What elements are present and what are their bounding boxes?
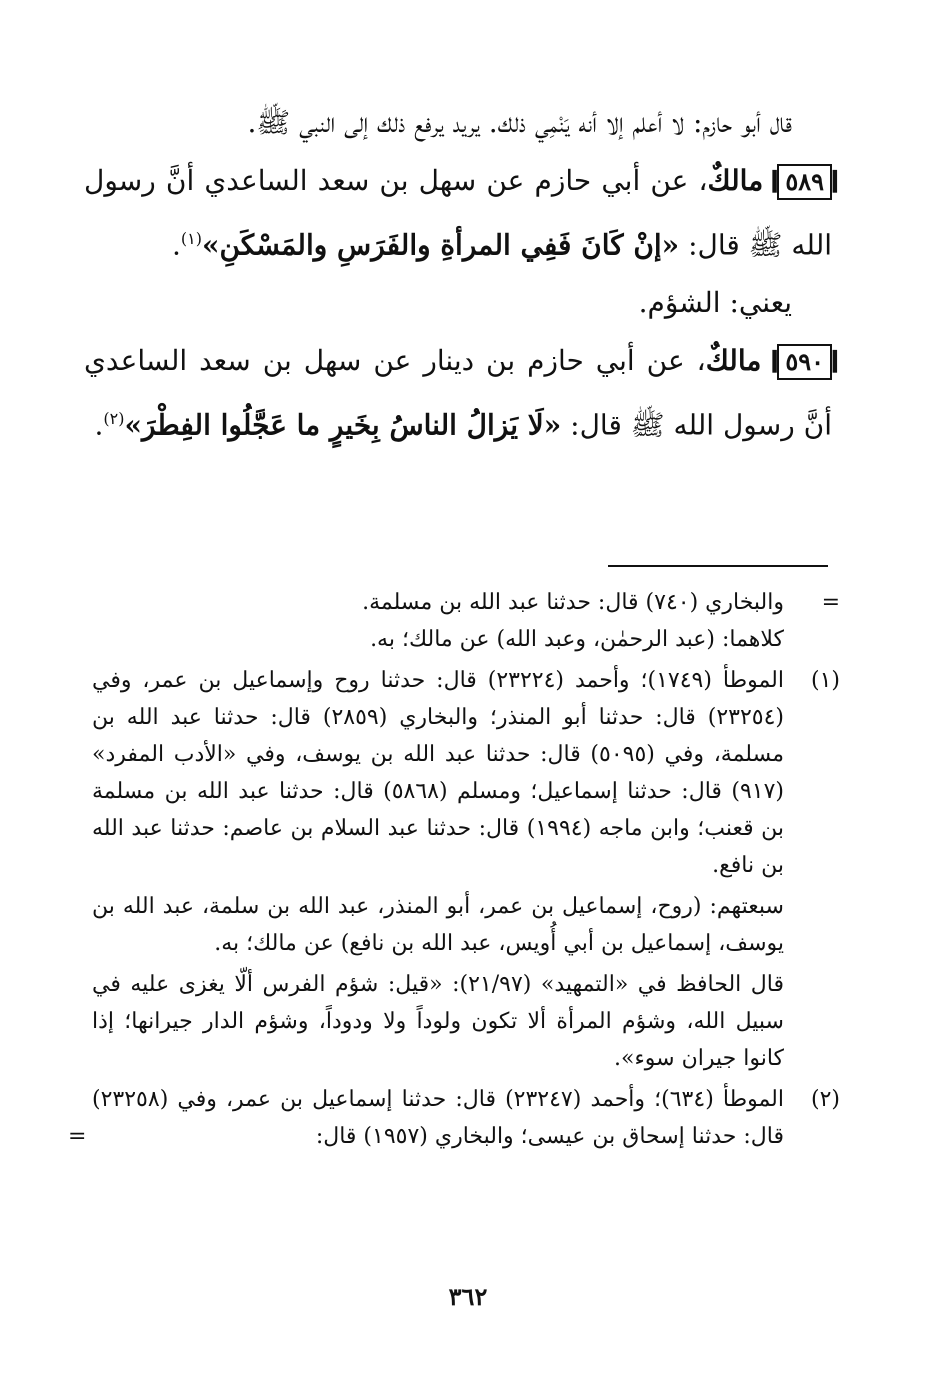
period: . [94, 408, 104, 442]
footnote-text: الموطأ (٦٣٤)؛ وأحمد (٢٣٢٤٧) قال: حدثنا إسماعيل بن عمر، وفي (٢٣٢٥٨) قال: حدثنا إسحاق بن عيسى؛ والبخاري (١٩٥٧) قال: [92, 1087, 784, 1149]
hadith-590-quote: «لَا يَزالُ الناسُ بِخَيرٍ ما عَجَّلُوا الفِطْرَ» [124, 408, 562, 442]
page-number: ٣٦٢ [448, 1282, 488, 1311]
hadith-number-590: ❙ ٥٩٠ ❙ [777, 344, 832, 380]
period: . [171, 228, 181, 262]
footnote-text: الموطأ (١٧٤٩)؛ وأحمد (٢٣٢٢٤) قال: حدثنا روح وإسماعيل بن عمر، وفي (٢٣٢٥٤) قال: حدثنا أبو المنذر؛ والبخاري (٢٨٥٩) قال: حدثنا عبد الله بن مسلمة، وفي (٥٠٩٥) قال: حدثنا عبد الله بن يوسف، وفي «الأدب المفرد» (٩١٧) قال: حدثنا إسماعيل؛ ومسلم (٥٨٦٨) قال: حدثنا عبد الله بن مسلمة بن قعنب؛ وابن ماجه (١٩٩٤) قال: حدثنا عبد السلام بن عاصم: حدثنا عبد الله بن نافع. [92, 668, 784, 878]
hadith-589-quote: «إنْ كَانَ فَفِي المرأةِ والفَرَسِ والمَسْكَنِ» [201, 228, 680, 262]
paragraph-abu-hazim: قال أبو حازم: لا أعلم إلا أنه يَنْمِي ذلك. يريد يرفع ذلك إلى النبي ﷺ. [247, 106, 792, 139]
narrator-malik: مالكٌ [705, 344, 762, 378]
footnote-text: سبعتهم: (روح، إسماعيل بن عمر، أبو المنذر، عبد الله بن سلمة، عبد الله بن يوسف، إسماعيل بن أبي أُويس، عبد الله بن نافع) عن مالك؛ به. [92, 894, 784, 956]
footnote-text: قال الحافظ في «التمهيد» (٢١/٩٧): «قيل: شؤم الفرس ألّا يغزى عليه في سبيل الله، وشؤم المرأة ألا تكون ولوداً ولا ودوداً، وشؤم الدار جيرانها؛ إذا كانوا جيران سوء». [92, 972, 784, 1071]
hadith-589-chain: ، عن أبي حازم عن سهل بن سعد الساعدي أنَّ رسول الله ﷺ قال: [84, 164, 832, 262]
footnote-1 [92, 662, 840, 884]
continuation-mark: = [68, 1124, 87, 1149]
continuation-mark: = [821, 590, 840, 615]
main-text [84, 94, 832, 455]
footnote-separator [608, 565, 828, 567]
footnotes [68, 584, 840, 1159]
footnote-text: كلاهما: (عبد الرحمٰن، وعبد الله) عن مالك؛ به. [370, 627, 784, 652]
hadith-589 [84, 152, 832, 274]
paragraph-shoum: يعني: الشؤم. [638, 286, 792, 320]
footnote-marker-1: (١) [810, 668, 840, 693]
hadith-590 [84, 332, 832, 454]
footnote-2 [68, 1081, 840, 1155]
footnote-1-commentary [92, 966, 840, 1077]
footnote-marker-2: (٢) [810, 1087, 840, 1112]
footnote-1-narrators [92, 888, 840, 962]
footnote-ref-1[interactable]: (١) [180, 229, 202, 248]
narrator-malik: مالكٌ [707, 164, 764, 197]
footnote-ref-2[interactable]: (٢) [103, 409, 125, 429]
footnote-continuation [92, 584, 840, 658]
hadith-number-589: ❙ ٥٨٩ ❙ [777, 164, 832, 200]
hadith-590-chain: ، عن أبي حازم بن دينار عن سهل بن سعد الساعدي أنَّ رسول الله ﷺ قال: [84, 344, 832, 442]
footnote-text: والبخاري (٧٤٠) قال: حدثنا عبد الله بن مسلمة. [362, 590, 784, 615]
